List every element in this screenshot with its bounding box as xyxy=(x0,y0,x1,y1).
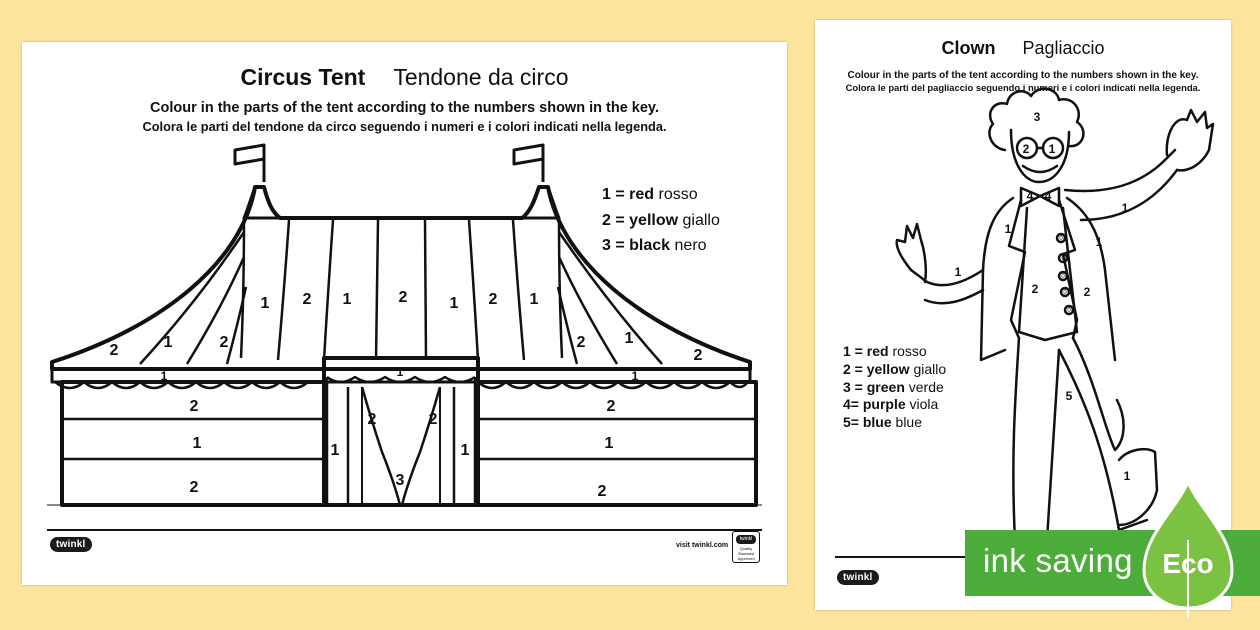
ink-saving-label: ink saving xyxy=(983,542,1133,579)
tent-roof-mid-4: 2 xyxy=(398,289,408,306)
clown-button-4: 0 xyxy=(1063,290,1067,296)
circus-tent-drawing xyxy=(22,42,787,585)
eco-leaf-icon xyxy=(1140,480,1240,620)
tent-roof-mid-3: 1 xyxy=(342,291,352,308)
clown-hair: 3 xyxy=(1033,110,1041,124)
tent-wall-left-3: 2 xyxy=(189,479,199,496)
clown-color-key xyxy=(843,343,946,432)
tent-footer-divider xyxy=(47,529,762,531)
tent-roof-mid-7: 1 xyxy=(529,291,539,308)
tent-roof-left-3: 2 xyxy=(219,334,229,351)
tent-curtain-right: 2 xyxy=(428,411,438,428)
tent-roof-mid-6: 2 xyxy=(488,291,498,308)
tent-wall-right-1: 2 xyxy=(606,398,616,415)
clown-arm-raised: 1 xyxy=(1121,201,1129,215)
tent-instruction-it: Colora le parti del tendone da circo seguendo i numeri e i colori indicati nella legenda. xyxy=(142,119,667,134)
circus-tent-sheet xyxy=(22,42,787,585)
tent-instruction-en: Colour in the parts of the tent according to the numbers shown in the key. xyxy=(150,100,659,116)
tent-valance-left: 1 xyxy=(160,369,168,383)
tent-valance-right: 1 xyxy=(631,369,639,383)
clown-instruction-it: Colora le parti del pagliaccio seguendo i numeri e i colori indicati nella legenda. xyxy=(845,82,1201,93)
clown-bowtie-left: 4 xyxy=(1026,189,1034,203)
clown-bowtie-right: 4 xyxy=(1044,189,1052,203)
tent-wall-left-1: 2 xyxy=(189,398,199,415)
clown-instruction-en: Colour in the parts of the tent according to the numbers shown in the key. xyxy=(847,70,1199,81)
tent-roof-mid-5: 1 xyxy=(449,295,459,312)
clown-key-line-2: 2 = yellow giallo xyxy=(843,360,947,377)
clown-collar-left: 1 xyxy=(1004,222,1012,236)
clown-trousers: 5 xyxy=(1065,389,1073,403)
tent-key-line-2: 2 = yellow giallo xyxy=(602,211,720,229)
clown-key-line-1: 1 = red rosso xyxy=(843,343,927,359)
tent-wall-right-2: 1 xyxy=(604,435,614,452)
clown-key-line-5: 5= blue blue xyxy=(843,414,922,431)
tent-roof-left-1: 2 xyxy=(109,342,119,359)
tent-color-key xyxy=(602,182,720,259)
tent-roof-right-1: 2 xyxy=(576,334,586,351)
clown-key-line-3: 3 = green verde xyxy=(843,378,944,395)
tent-roof-right-2: 1 xyxy=(624,330,634,347)
badge-text: Quality Standard Approved xyxy=(737,546,755,561)
tent-title-en: Circus Tent xyxy=(240,64,366,90)
badge-logo: twinkl xyxy=(736,535,756,544)
clown-key-line-4: 4= purple viola xyxy=(843,396,939,413)
twinkl-logo: twinkl xyxy=(50,537,92,552)
clown-vest-left: 2 xyxy=(1031,282,1039,296)
clown-button-3: 0 xyxy=(1061,274,1065,280)
tent-roof-left-2: 1 xyxy=(163,334,173,351)
tent-roof-mid-1: 1 xyxy=(260,295,270,312)
clown-eye-left: 2 xyxy=(1022,142,1030,156)
clown-button-1: 0 xyxy=(1059,236,1063,242)
quality-badge xyxy=(732,531,760,563)
tent-key-line-3: 3 = black nero xyxy=(602,237,707,254)
clown-lapel-right: 1 xyxy=(1095,235,1103,249)
tent-entrance: 3 xyxy=(395,472,405,489)
clown-arm-left: 1 xyxy=(954,265,962,279)
tent-valance-center: 1 xyxy=(396,365,404,379)
clown-shoe: 1 xyxy=(1123,469,1131,483)
clown-button-5: 0 xyxy=(1067,308,1071,314)
tent-roof-mid-2: 2 xyxy=(302,291,312,308)
tent-roof-right-3: 2 xyxy=(693,347,703,364)
twinkl-logo-clown: twinkl xyxy=(837,570,879,585)
clown-title-en: Clown xyxy=(941,38,996,58)
clown-button-2: 0 xyxy=(1061,256,1065,262)
tent-wall-left-2: 1 xyxy=(192,435,202,452)
tent-title-it: Tendone da circo xyxy=(393,64,569,90)
tent-door-side-left: 1 xyxy=(330,442,340,459)
tent-door-side-right: 1 xyxy=(460,442,470,459)
eco-label: Eco xyxy=(1162,548,1214,579)
tent-wall-right-3: 2 xyxy=(597,483,607,500)
visit-link-text: visit twinkl.com xyxy=(676,542,729,549)
tent-key-line-1: 1 = red rosso xyxy=(602,186,698,203)
tent-curtain-left: 2 xyxy=(367,411,377,428)
clown-eye-right: 1 xyxy=(1048,142,1056,156)
clown-vest-right: 2 xyxy=(1083,285,1091,299)
clown-title-it: Pagliaccio xyxy=(1022,38,1105,58)
